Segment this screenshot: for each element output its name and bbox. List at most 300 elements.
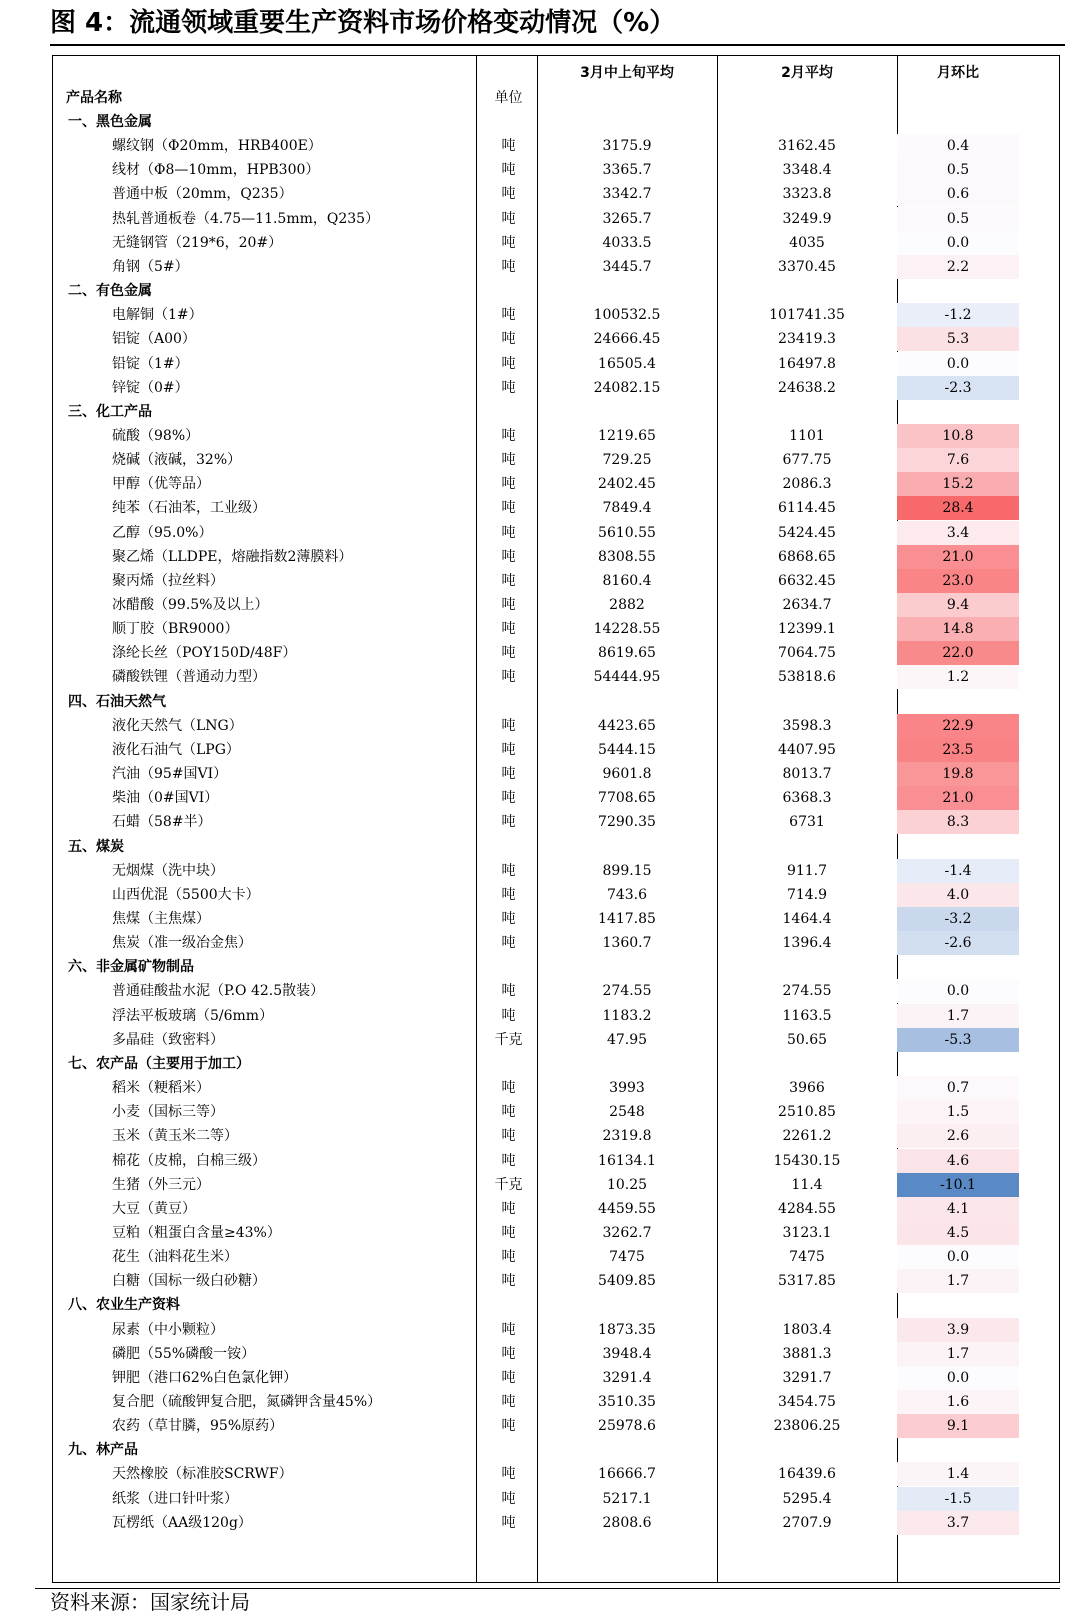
mom-change-cell: 23.0 xyxy=(897,569,1019,593)
unit-cell: 吨 xyxy=(501,331,516,348)
unit-cell: 吨 xyxy=(501,886,516,903)
mom-change-cell: 0.4 xyxy=(897,134,1019,158)
feb-avg-cell: 12399.1 xyxy=(778,621,836,638)
mom-change-cell: 22.9 xyxy=(897,714,1019,738)
feb-avg-cell: 6868.65 xyxy=(778,548,836,565)
unit-cell: 吨 xyxy=(501,1200,516,1217)
unit-cell: 吨 xyxy=(501,138,516,155)
section-header-row xyxy=(0,400,1080,424)
product-name: 钾肥（港口62%白色氯化钾） xyxy=(112,1369,298,1386)
feb-avg-cell: 4035 xyxy=(789,234,825,251)
product-name: 柴油（0#国VI） xyxy=(112,790,219,807)
table-row xyxy=(0,231,1080,255)
unit-cell: 吨 xyxy=(501,910,516,927)
mom-change-cell: -1.5 xyxy=(897,1487,1019,1511)
feb-avg-cell: 101741.35 xyxy=(769,307,845,324)
product-name: 铅锭（1#） xyxy=(112,355,189,372)
product-name: 玉米（黄玉米二等） xyxy=(112,1128,238,1145)
product-name: 稻米（粳稻米） xyxy=(112,1080,210,1096)
feb-avg-cell: 3348.4 xyxy=(782,162,832,179)
product-name: 普通硅酸盐水泥（P.O 42.5散装） xyxy=(112,983,325,1000)
march-avg-cell: 47.95 xyxy=(606,1031,648,1048)
unit-cell: 吨 xyxy=(501,524,516,541)
source-note: 资料来源：国家统计局 xyxy=(50,1590,250,1614)
product-name: 农药（草甘膦，95%原药） xyxy=(112,1418,284,1435)
table-row xyxy=(0,762,1080,786)
unit-cell: 吨 xyxy=(501,1466,516,1483)
table-row xyxy=(0,786,1080,810)
product-name: 顺丁胶（BR9000） xyxy=(112,621,239,638)
march-avg-cell: 25978.6 xyxy=(598,1418,656,1435)
feb-avg-cell: 677.75 xyxy=(782,452,832,469)
unit-cell: 吨 xyxy=(501,476,516,493)
feb-avg-cell: 1464.4 xyxy=(782,910,832,927)
mom-change-cell: 0.0 xyxy=(897,1245,1019,1269)
table-row xyxy=(0,376,1080,400)
feb-avg-cell: 4284.55 xyxy=(778,1200,836,1217)
product-name: 尿素（中小颗粒） xyxy=(112,1321,224,1338)
mom-change-cell: 1.6 xyxy=(897,1390,1019,1414)
mom-change-cell: 21.0 xyxy=(897,545,1019,569)
unit-cell: 吨 xyxy=(501,1152,516,1169)
mom-change-cell: 9.4 xyxy=(897,593,1019,617)
product-name: 豆粕（粗蛋白含量≥43%） xyxy=(112,1224,281,1241)
feb-avg-cell: 16497.8 xyxy=(778,355,836,372)
unit-cell: 吨 xyxy=(501,258,516,275)
unit-cell: 吨 xyxy=(501,1273,516,1290)
feb-avg-cell: 2707.9 xyxy=(782,1514,832,1531)
unit-cell: 吨 xyxy=(501,548,516,565)
product-name: 石蜡（58#半） xyxy=(112,814,212,831)
march-avg-cell: 100532.5 xyxy=(593,307,661,324)
table-row xyxy=(0,1076,1080,1100)
product-name: 普通中板（20mm，Q235） xyxy=(112,186,293,203)
mom-change-cell: -3.2 xyxy=(897,907,1019,931)
mom-change-cell: 0.0 xyxy=(897,979,1019,1003)
table-row xyxy=(0,327,1080,351)
march-avg-cell: 10.25 xyxy=(606,1176,648,1193)
section-title: 九、林产品 xyxy=(68,1442,138,1459)
mom-change-cell: 28.4 xyxy=(897,496,1019,520)
mom-change-cell: 0.0 xyxy=(897,352,1019,376)
mom-change-cell: -5.3 xyxy=(897,1028,1019,1052)
mom-change-cell: 0.0 xyxy=(897,1366,1019,1390)
feb-avg-cell: 2086.3 xyxy=(782,476,832,493)
march-avg-cell: 16505.4 xyxy=(598,355,656,372)
product-name: 小麦（国标三等） xyxy=(112,1104,224,1121)
feb-avg-cell: 3370.45 xyxy=(778,258,836,275)
product-name: 棉花（皮棉，白棉三级） xyxy=(112,1152,266,1169)
unit-cell: 吨 xyxy=(501,669,516,686)
march-avg-cell: 3342.7 xyxy=(602,186,652,203)
unit-cell: 吨 xyxy=(501,1490,516,1507)
mom-change-cell: 9.1 xyxy=(897,1414,1019,1438)
table-row xyxy=(0,738,1080,762)
section-header-row xyxy=(0,279,1080,303)
march-avg-cell: 899.15 xyxy=(602,862,652,879)
march-avg-cell: 274.55 xyxy=(602,983,652,1000)
feb-avg-cell: 5295.4 xyxy=(782,1490,832,1507)
unit-cell: 吨 xyxy=(501,814,516,831)
unit-cell: 吨 xyxy=(501,741,516,758)
march-avg-cell: 7849.4 xyxy=(602,500,652,517)
march-avg-cell: 5444.15 xyxy=(598,741,656,758)
feb-avg-cell: 1163.5 xyxy=(782,1007,832,1024)
table-row xyxy=(0,1269,1080,1293)
feb-avg-cell: 50.65 xyxy=(786,1031,828,1048)
mom-change-cell: 0.5 xyxy=(897,207,1019,231)
table-row xyxy=(0,1100,1080,1124)
march-avg-cell: 2548 xyxy=(609,1104,645,1121)
table-row xyxy=(0,1487,1080,1511)
march-avg-cell: 3291.4 xyxy=(602,1369,652,1386)
product-name: 天然橡胶（标准胶SCRWF） xyxy=(112,1466,293,1483)
unit-cell: 吨 xyxy=(501,597,516,613)
feb-avg-cell: 7475 xyxy=(789,1249,825,1265)
march-avg-cell: 5217.1 xyxy=(602,1490,652,1507)
march-avg-cell: 4459.55 xyxy=(598,1200,656,1217)
march-avg-cell: 1219.65 xyxy=(598,427,656,444)
mom-change-cell: 2.6 xyxy=(897,1124,1019,1148)
product-name: 生猪（外三元） xyxy=(112,1176,210,1193)
march-avg-cell: 54444.95 xyxy=(593,669,661,686)
table-row xyxy=(0,593,1080,617)
unit-cell: 吨 xyxy=(501,621,516,638)
march-avg-cell: 8619.65 xyxy=(598,645,656,662)
feb-avg-cell: 3454.75 xyxy=(778,1393,836,1410)
table-row xyxy=(0,182,1080,206)
product-name: 涤纶长丝（POY150D/48F） xyxy=(112,645,297,662)
section-header-row xyxy=(0,690,1080,714)
march-avg-cell: 8160.4 xyxy=(602,572,652,589)
table-row xyxy=(0,617,1080,641)
unit-cell: 吨 xyxy=(501,1249,516,1265)
section-title: 五、煤炭 xyxy=(68,838,124,855)
march-avg-cell: 14228.55 xyxy=(593,621,661,638)
table-row xyxy=(0,352,1080,376)
march-avg-cell: 729.25 xyxy=(602,452,652,469)
feb-avg-cell: 1803.4 xyxy=(782,1321,832,1338)
table-row xyxy=(0,496,1080,520)
feb-avg-cell: 3162.45 xyxy=(778,138,836,155)
table-row xyxy=(0,859,1080,883)
mom-change-cell: 3.4 xyxy=(897,521,1019,545)
mom-change-cell: 1.7 xyxy=(897,1269,1019,1293)
mom-change-cell: 3.7 xyxy=(897,1511,1019,1535)
unit-cell: 吨 xyxy=(501,427,516,444)
unit-cell: 吨 xyxy=(501,935,516,952)
unit-cell: 吨 xyxy=(501,862,516,879)
product-name: 汽油（95#国VI） xyxy=(112,766,228,782)
march-avg-cell: 8308.55 xyxy=(598,548,656,565)
header-col3: 月环比 xyxy=(937,65,979,81)
product-name: 锌锭（0#） xyxy=(112,379,189,396)
mom-change-cell: 14.8 xyxy=(897,617,1019,641)
product-name: 角钢（5#） xyxy=(112,258,189,275)
feb-avg-cell: 24638.2 xyxy=(778,379,836,396)
section-header-row xyxy=(0,1052,1080,1076)
section-header-row xyxy=(0,1438,1080,1462)
feb-avg-cell: 3966 xyxy=(789,1080,825,1096)
mom-change-cell: 1.2 xyxy=(897,665,1019,689)
unit-cell: 吨 xyxy=(501,1321,516,1338)
product-name: 无烟煤（洗中块） xyxy=(112,862,224,879)
feb-avg-cell: 2261.2 xyxy=(782,1128,832,1145)
unit-cell: 吨 xyxy=(501,162,516,179)
mom-change-cell: 1.4 xyxy=(897,1462,1019,1486)
section-title: 三、化工产品 xyxy=(68,403,152,420)
table-row xyxy=(0,1124,1080,1148)
march-avg-cell: 24082.15 xyxy=(593,379,661,396)
table-row xyxy=(0,472,1080,496)
march-avg-cell: 4033.5 xyxy=(602,234,652,251)
product-name: 磷酸铁锂（普通动力型） xyxy=(112,669,266,686)
march-avg-cell: 3948.4 xyxy=(602,1345,652,1362)
product-name: 焦煤（主焦煤） xyxy=(112,910,210,927)
unit-cell: 吨 xyxy=(501,1345,516,1362)
section-title: 八、农业生产资料 xyxy=(68,1297,180,1314)
march-avg-cell: 3365.7 xyxy=(602,162,652,179)
section-header-row xyxy=(0,955,1080,979)
unit-cell: 吨 xyxy=(501,1224,516,1241)
feb-avg-cell: 3881.3 xyxy=(782,1345,832,1362)
section-header-row xyxy=(0,1293,1080,1317)
table-row xyxy=(0,1173,1080,1197)
table-row xyxy=(0,979,1080,1003)
unit-cell: 吨 xyxy=(501,1104,516,1121)
table-row xyxy=(0,1004,1080,1028)
unit-cell: 吨 xyxy=(501,210,516,227)
march-avg-cell: 2808.6 xyxy=(602,1514,652,1531)
table-row xyxy=(0,207,1080,231)
header-unit: 单位 xyxy=(494,90,523,106)
table-row xyxy=(0,158,1080,182)
table-row xyxy=(0,448,1080,472)
feb-avg-cell: 274.55 xyxy=(782,983,832,1000)
product-name: 复合肥（硫酸钾复合肥，氮磷钾含量45%） xyxy=(112,1393,382,1410)
product-name: 聚乙烯（LLDPE，熔融指数2薄膜料） xyxy=(112,548,353,565)
mom-change-cell: 0.5 xyxy=(897,158,1019,182)
unit-cell: 吨 xyxy=(501,766,516,782)
mom-change-cell: 2.2 xyxy=(897,255,1019,279)
table-row xyxy=(0,714,1080,738)
march-avg-cell: 16134.1 xyxy=(598,1152,656,1169)
table-row xyxy=(0,1414,1080,1438)
mom-change-cell: 10.8 xyxy=(897,424,1019,448)
product-name: 浮法平板玻璃（5/6mm） xyxy=(112,1007,274,1024)
unit-cell: 吨 xyxy=(501,1128,516,1145)
product-name: 磷肥（55%磷酸一铵） xyxy=(112,1345,256,1362)
product-name: 纯苯（石油苯，工业级） xyxy=(112,500,266,517)
march-avg-cell: 7708.65 xyxy=(598,790,656,807)
table-row xyxy=(0,545,1080,569)
feb-avg-cell: 714.9 xyxy=(786,886,828,903)
march-avg-cell: 3993 xyxy=(609,1080,645,1096)
mom-change-cell: -2.6 xyxy=(897,931,1019,955)
mom-change-cell: 0.0 xyxy=(897,231,1019,255)
mom-change-cell: 4.5 xyxy=(897,1221,1019,1245)
page-title: 图 4：流通领域重要生产资料市场价格变动情况（%） xyxy=(50,8,676,38)
march-avg-cell: 2319.8 xyxy=(602,1128,652,1145)
unit-cell: 吨 xyxy=(501,717,516,734)
march-avg-cell: 7290.35 xyxy=(598,814,656,831)
section-title: 七、农产品（主要用于加工） xyxy=(68,1055,250,1072)
march-avg-cell: 1183.2 xyxy=(602,1007,652,1024)
product-name: 液化石油气（LPG） xyxy=(112,741,240,758)
unit-cell: 吨 xyxy=(501,234,516,251)
table-row xyxy=(0,1245,1080,1269)
mom-change-cell: -1.4 xyxy=(897,859,1019,883)
unit-cell: 吨 xyxy=(501,186,516,203)
march-avg-cell: 16666.7 xyxy=(598,1466,656,1483)
feb-avg-cell: 3249.9 xyxy=(782,210,832,227)
march-avg-cell: 1417.85 xyxy=(598,910,656,927)
table-row xyxy=(0,303,1080,327)
mom-change-cell: 4.1 xyxy=(897,1197,1019,1221)
table-row xyxy=(0,1149,1080,1173)
table-row xyxy=(0,931,1080,955)
feb-avg-cell: 2634.7 xyxy=(782,597,832,613)
unit-cell: 千克 xyxy=(494,1176,523,1193)
unit-cell: 吨 xyxy=(501,983,516,1000)
product-name: 山西优混（5500大卡） xyxy=(112,886,260,903)
product-name: 铝锭（A00） xyxy=(112,331,196,348)
feb-avg-cell: 2510.85 xyxy=(778,1104,836,1121)
march-avg-cell: 9601.8 xyxy=(602,766,652,782)
feb-avg-cell: 8013.7 xyxy=(782,766,832,782)
header-col2: 2月平均 xyxy=(781,65,833,81)
march-avg-cell: 3265.7 xyxy=(602,210,652,227)
mom-change-cell: 5.3 xyxy=(897,327,1019,351)
unit-cell: 吨 xyxy=(501,452,516,469)
product-name: 大豆（黄豆） xyxy=(112,1200,196,1217)
table-row xyxy=(0,1028,1080,1052)
march-avg-cell: 7475 xyxy=(609,1249,645,1265)
table-row xyxy=(0,255,1080,279)
table-row xyxy=(0,569,1080,593)
table-row xyxy=(0,1342,1080,1366)
march-avg-cell: 3262.7 xyxy=(602,1224,652,1241)
table-row xyxy=(0,1221,1080,1245)
march-avg-cell: 3510.35 xyxy=(598,1393,656,1410)
mom-change-cell: 22.0 xyxy=(897,641,1019,665)
feb-avg-cell: 911.7 xyxy=(786,862,828,879)
feb-avg-cell: 1396.4 xyxy=(782,935,832,952)
feb-avg-cell: 6632.45 xyxy=(778,572,836,589)
unit-cell: 吨 xyxy=(501,790,516,807)
feb-avg-cell: 11.4 xyxy=(791,1176,823,1193)
section-header-row xyxy=(0,835,1080,859)
march-avg-cell: 1360.7 xyxy=(602,935,652,952)
unit-cell: 千克 xyxy=(494,1031,523,1048)
product-name: 液化天然气（LNG） xyxy=(112,717,243,734)
mom-change-cell: -1.2 xyxy=(897,303,1019,327)
feb-avg-cell: 23419.3 xyxy=(778,331,836,348)
product-name: 线材（Φ8—10mm，HPB300） xyxy=(112,162,320,179)
product-name: 聚丙烯（拉丝料） xyxy=(112,572,224,589)
march-avg-cell: 2402.45 xyxy=(598,476,656,493)
mom-change-cell: 1.7 xyxy=(897,1004,1019,1028)
section-title: 一、黑色金属 xyxy=(68,114,152,130)
header-product-name: 产品名称 xyxy=(66,90,122,106)
unit-cell: 吨 xyxy=(501,1007,516,1024)
product-name: 冰醋酸（99.5%及以上） xyxy=(112,597,269,613)
feb-avg-cell: 6368.3 xyxy=(782,790,832,807)
mom-change-cell: 19.8 xyxy=(897,762,1019,786)
mom-change-cell: 7.6 xyxy=(897,448,1019,472)
product-name: 热轧普通板卷（4.75—11.5mm，Q235） xyxy=(112,210,380,227)
table-row xyxy=(0,134,1080,158)
table-row xyxy=(0,883,1080,907)
section-title: 四、石油天然气 xyxy=(68,693,166,710)
table-row xyxy=(0,1511,1080,1535)
section-title: 二、有色金属 xyxy=(68,283,152,299)
table-row xyxy=(0,641,1080,665)
march-avg-cell: 4423.65 xyxy=(598,717,656,734)
product-name: 硫酸（98%） xyxy=(112,427,200,444)
table-row xyxy=(0,907,1080,931)
product-name: 瓦楞纸（AA级120g） xyxy=(112,1514,252,1531)
footer-rule xyxy=(35,1588,1060,1589)
table-row xyxy=(0,1197,1080,1221)
product-name: 无缝钢管（219*6，20#） xyxy=(112,234,283,251)
mom-change-cell: 3.9 xyxy=(897,1318,1019,1342)
unit-cell: 吨 xyxy=(501,572,516,589)
mom-change-cell: 4.0 xyxy=(897,883,1019,907)
unit-cell: 吨 xyxy=(501,645,516,662)
mom-change-cell: 21.0 xyxy=(897,786,1019,810)
mom-change-cell: 0.7 xyxy=(897,1076,1019,1100)
header-col1: 3月中上旬平均 xyxy=(580,65,674,81)
unit-cell: 吨 xyxy=(501,1418,516,1435)
product-name: 花生（油料花生米） xyxy=(112,1249,238,1265)
feb-avg-cell: 6731 xyxy=(789,814,825,831)
table-row xyxy=(0,1366,1080,1390)
unit-cell: 吨 xyxy=(501,1514,516,1531)
product-name: 螺纹钢（Φ20mm，HRB400E） xyxy=(112,138,322,155)
product-name: 烧碱（液碱，32%） xyxy=(112,452,242,469)
mom-change-cell: 23.5 xyxy=(897,738,1019,762)
table-row xyxy=(0,424,1080,448)
table-row xyxy=(0,665,1080,689)
feb-avg-cell: 53818.6 xyxy=(778,669,836,686)
product-name: 多晶硅（致密料） xyxy=(112,1031,224,1048)
mom-change-cell: -2.3 xyxy=(897,376,1019,400)
product-name: 纸浆（进口针叶浆） xyxy=(112,1490,238,1507)
feb-avg-cell: 7064.75 xyxy=(778,645,836,662)
product-name: 电解铜（1#） xyxy=(112,307,203,324)
product-name: 甲醇（优等品） xyxy=(112,476,210,493)
unit-cell: 吨 xyxy=(501,1393,516,1410)
unit-cell: 吨 xyxy=(501,1369,516,1386)
mom-change-cell: -10.1 xyxy=(897,1173,1019,1197)
march-avg-cell: 5409.85 xyxy=(598,1273,656,1290)
unit-cell: 吨 xyxy=(501,379,516,396)
feb-avg-cell: 3323.8 xyxy=(782,186,832,203)
mom-change-cell: 1.5 xyxy=(897,1100,1019,1124)
mom-change-cell: 1.7 xyxy=(897,1342,1019,1366)
product-name: 焦炭（准一级冶金焦） xyxy=(112,935,252,952)
feb-avg-cell: 1101 xyxy=(789,427,825,444)
unit-cell: 吨 xyxy=(501,307,516,324)
table-row xyxy=(0,1462,1080,1486)
feb-avg-cell: 15430.15 xyxy=(773,1152,841,1169)
march-avg-cell: 3445.7 xyxy=(602,258,652,275)
feb-avg-cell: 5424.45 xyxy=(778,524,836,541)
march-avg-cell: 5610.55 xyxy=(598,524,656,541)
product-name: 白糖（国标一级白砂糖） xyxy=(112,1273,266,1290)
march-avg-cell: 24666.45 xyxy=(593,331,661,348)
